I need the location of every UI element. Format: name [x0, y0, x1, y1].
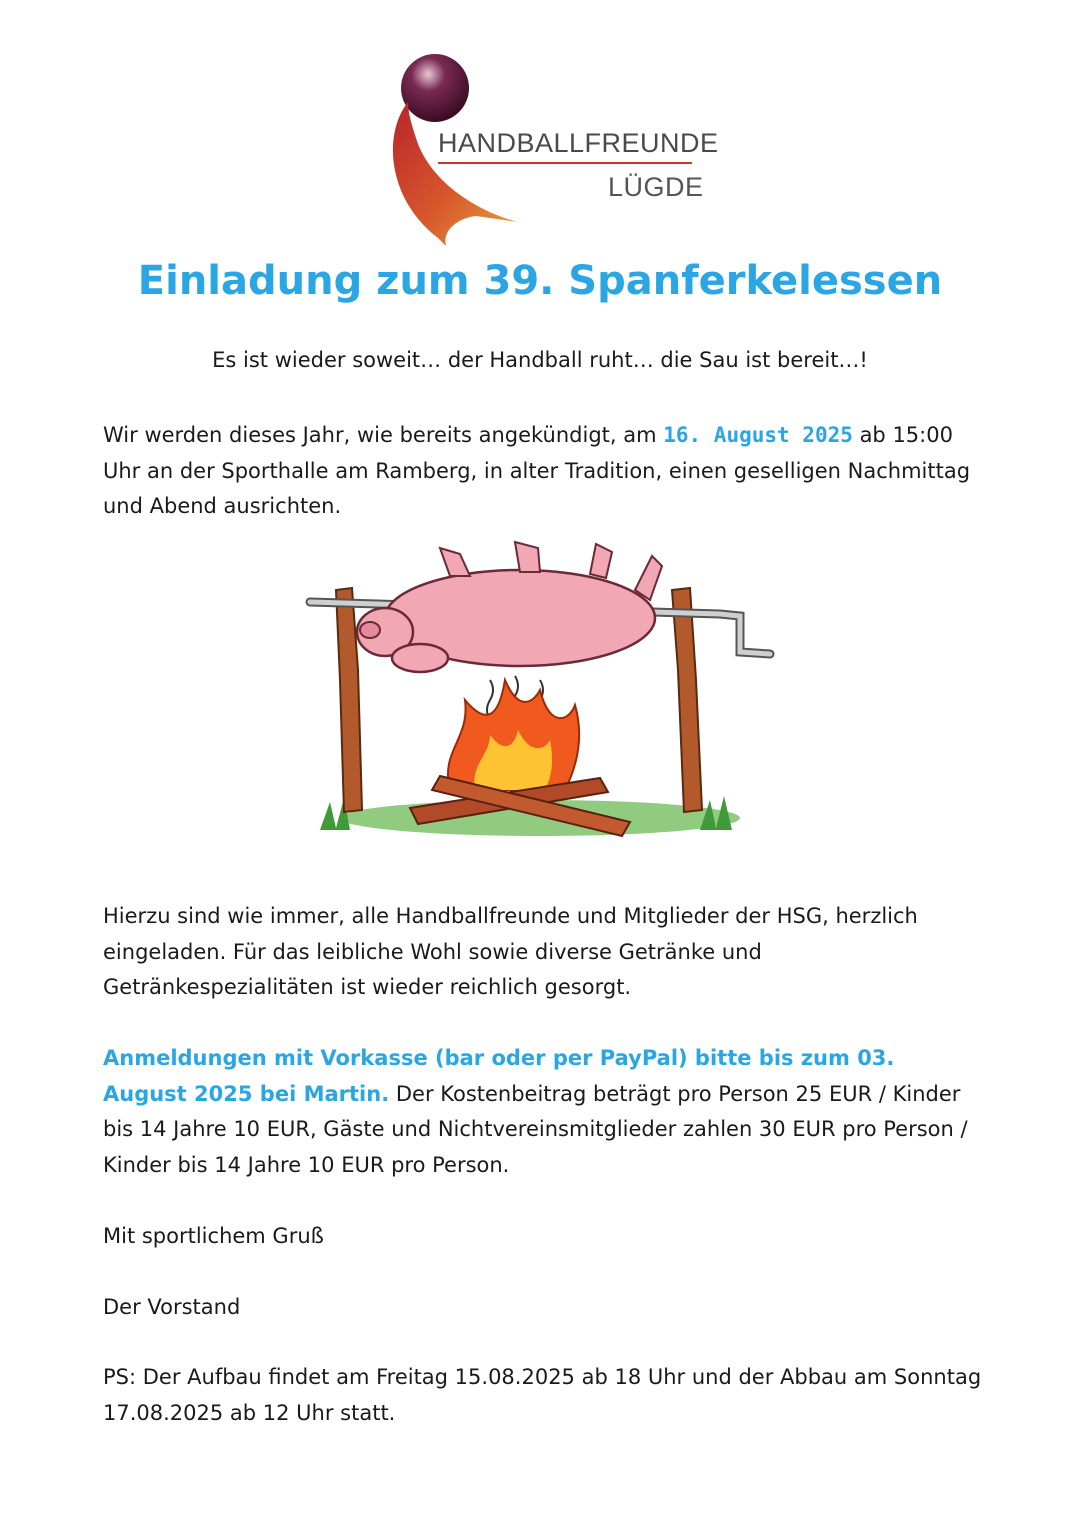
registration-fees: Der Kostenbeitrag beträgt pro Person 25 EUR / Kinder bis 14 Jahre 10 EUR, Gäste und Nichtvereinsmitglieder zahlen 30 EUR pro Person / Kinder bis 14 Jahre 10 EUR pro Person.	[103, 1081, 968, 1177]
signature: Der Vorstand	[103, 1295, 241, 1319]
intro-text-start: Wir werden dieses Jahr, wie bereits angekündigt, am	[103, 423, 664, 447]
club-logo	[380, 50, 719, 250]
intro-paragraph	[103, 418, 983, 525]
intro-text-end: ab 15:00 Uhr an der Sporthalle am Ramberg, in alter Tradition, einen geselligen Nachmittag und Abend ausrichten.	[103, 423, 971, 518]
swoosh-icon	[393, 102, 518, 246]
ball-icon	[401, 54, 469, 122]
registration-paragraph	[103, 1041, 983, 1183]
registration-deadline: Anmeldungen mit Vorkasse (bar oder per PayPal) bitte bis zum 03. August 2025 bei Martin.	[103, 1046, 895, 1106]
subtitle: Es ist wieder soweit… der Handball ruht… die Sau ist bereit…!	[212, 348, 868, 372]
event-date: 16. August 2025	[663, 423, 853, 447]
spit-roast-icon	[300, 540, 780, 840]
ps-note: PS: Der Aufbau findet am Freitag 15.08.2025 ab 18 Uhr und der Abbau am Sonntag 17.08.2025 ab 12 Uhr statt.	[103, 1365, 982, 1425]
page-title: Einladung zum 39. Spanferkelessen	[137, 258, 943, 304]
invite-paragraph: Hierzu sind wie immer, alle Handballfreunde und Mitglieder der HSG, herzlich eingeladen. Für das leibliche Wohl sowie diverse Getränke und Getränkespezialitäten ist wieder reichlich gesorgt.	[103, 904, 918, 999]
logo-text-bottom: LÜGDE	[608, 172, 704, 202]
logo-divider	[438, 162, 692, 164]
logo-text-top: HANDBALLFREUNDE	[438, 128, 719, 158]
roast-pig-illustration	[300, 540, 780, 840]
greeting: Mit sportlichem Gruß	[103, 1224, 324, 1248]
